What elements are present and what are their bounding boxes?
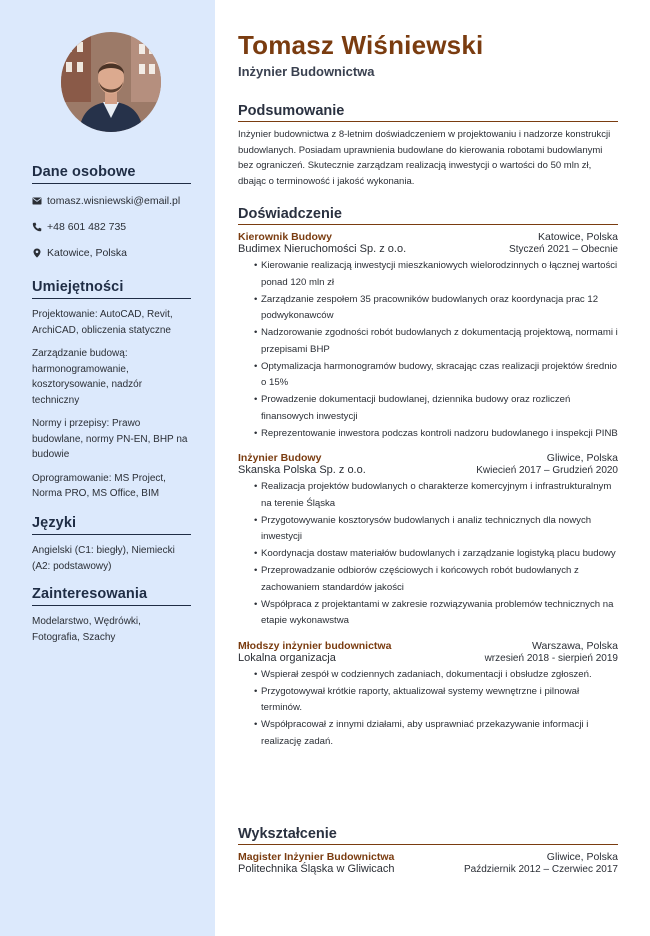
- summary-section: [238, 103, 618, 189]
- experience-section: [238, 206, 618, 751]
- job-title: Inżynier Budowy: [238, 452, 322, 464]
- job-dates: Styczeń 2021 – Obecnie: [509, 244, 618, 255]
- bullet-item: • Nadzorowanie zgodności robót budowlanych z dokumentacją projektową, normami i przepisami BHP: [254, 325, 618, 358]
- job-bullets: [238, 667, 618, 751]
- experience-title: Doświadczenie: [238, 206, 618, 225]
- job-location: Katowice, Polska: [538, 231, 618, 243]
- bullet-item: • Przygotowywał krótkie raporty, aktualizował systemy wewnętrzne i pilnował terminów.: [254, 684, 618, 717]
- bullet-item: • Prowadzenie dokumentacji budowlanej, dziennika budowy oraz rozliczeń finansowych inwestycji: [254, 392, 618, 425]
- bullet-item: • Współpraca z projektantami w zakresie rozwiązywania problemów technicznych na etapie wykonawstwa: [254, 597, 618, 630]
- phone-icon: [32, 222, 42, 232]
- summary-text: Inżynier budownictwa z 8-letnim doświadczeniem w projektowaniu i nadzorze konstrukcji budowlanych. Posiadam uprawnienia budowlane do kierowania robotami budowlanymi bez ograniczeń. Skutecznie zarządzam realizacją inwestycji o wartości do 50 mln zł, dbając o terminowość i jakość wykonania.: [238, 129, 611, 187]
- bullet-item: • Przygotowywanie kosztorysów budowlanych i analiz technicznych dla nowych inwestycji: [254, 513, 618, 546]
- phone-row: [32, 220, 191, 234]
- candidate-role: Inżynier Budownictwa: [238, 64, 375, 79]
- bullet-item: • Optymalizacja harmonogramów budowy, skracając czas realizacji projektów średnio o 15%: [254, 359, 618, 392]
- interests-title: Zainteresowania: [32, 586, 191, 606]
- skill-item: Projektowanie: AutoCAD, Revit, ArchiCAD, obliczenia statyczne: [32, 309, 173, 336]
- bullet-item: • Przeprowadzanie odbiorów częściowych i końcowych robót budowlanych z zachowaniem standardów jakości: [254, 563, 618, 596]
- location-row: [32, 246, 191, 260]
- languages-text: Angielski (C1: biegły), Niemiecki (A2: podstawowy): [32, 545, 175, 572]
- bullet-item: • Zarządzanie zespołem 35 pracowników budowlanych oraz koordynacja prac 12 podwykonawców: [254, 292, 618, 325]
- map-pin-icon: [32, 248, 42, 258]
- school-name: Politechnika Śląska w Gliwicach: [238, 863, 395, 875]
- education-section: [238, 826, 618, 875]
- skill-item: Oprogramowanie: MS Project, Norma PRO, MS Office, BIM: [32, 472, 166, 499]
- skill-item: Zarządzanie budową: harmonogramowanie, kosztorysowanie, nadzór techniczny: [32, 348, 143, 406]
- skills-title: Umiejętności: [32, 279, 191, 299]
- degree-title: Magister Inżynier Budownictwa: [238, 851, 395, 863]
- school-location: Gliwice, Polska: [546, 851, 618, 863]
- bullet-item: • Współpracował z innymi działami, aby usprawniać przekazywanie informacji i realizację zadań.: [254, 717, 618, 750]
- bullet-item: • Reprezentowanie inwestora podczas kontroli nadzoru budowlanego i inspekcji PINB: [254, 426, 618, 443]
- bullet-item: • Wspierał zespół w codziennych zadaniach, dokumentacji i obsłudze zgłoszeń.: [254, 667, 618, 684]
- job-company: Skanska Polska Sp. z o.o.: [238, 464, 366, 476]
- job-title: Młodszy inżynier budownictwa: [238, 639, 392, 652]
- location-text: Katowice, Polska: [47, 247, 127, 259]
- bullet-item: • Koordynacja dostaw materiałów budowlanych i zarządzanie logistyką placu budowy: [254, 546, 618, 563]
- sidebar: [0, 0, 215, 936]
- education-dates: Październik 2012 – Czerwiec 2017: [464, 864, 618, 875]
- interests-text: Modelarstwo, Wędrówki, Fotografia, Szachy: [32, 616, 141, 643]
- languages-section: [32, 515, 191, 574]
- education-entry: [238, 851, 618, 875]
- bullet-item: • Kierowanie realizacją inwestycji mieszkaniowych wielorodzinnych o łącznej wartości ponad 120 mln zł: [254, 258, 618, 291]
- job-dates: Kwiecień 2017 – Grudzień 2020: [476, 465, 618, 476]
- job-company: Budimex Nieruchomości Sp. z o.o.: [238, 243, 407, 255]
- job-location: Gliwice, Polska: [546, 452, 618, 464]
- job-dates: wrzesień 2018 - sierpień 2019: [484, 652, 618, 664]
- phone-text[interactable]: +48 601 482 735: [47, 221, 127, 233]
- summary-title: Podsumowanie: [238, 103, 618, 122]
- job-company: Lokalna organizacja: [238, 651, 336, 664]
- bullet-item: • Realizacja projektów budowlanych o charakterze komercyjnym i infrastrukturalnym na terenie Śląska: [254, 479, 618, 512]
- email-row: [32, 194, 191, 208]
- profile-photo: [61, 32, 161, 132]
- skill-item: Normy i przepisy: Prawo budowlane, normy PN-EN, BHP na budowie: [32, 418, 188, 460]
- email-text[interactable]: tomasz.wisniewski@email.pl: [47, 195, 181, 207]
- education-title: Wykształcenie: [238, 826, 618, 845]
- job-title: Kierownik Budowy: [238, 231, 332, 243]
- candidate-name: Tomasz Wiśniewski: [238, 30, 484, 60]
- job-entry: [238, 640, 618, 751]
- envelope-icon: [32, 196, 42, 206]
- job-location: Warszawa, Polska: [532, 639, 618, 652]
- job-bullets: [238, 479, 618, 630]
- skills-section: [32, 279, 191, 502]
- languages-title: Języki: [32, 515, 191, 535]
- job-entry: [238, 452, 618, 630]
- personal-section: [32, 164, 191, 260]
- interests-section: [32, 586, 191, 645]
- personal-title: Dane osobowe: [32, 164, 191, 184]
- job-bullets: [238, 258, 618, 442]
- profile-photo-illustration: [61, 32, 161, 132]
- job-entry: [238, 231, 618, 442]
